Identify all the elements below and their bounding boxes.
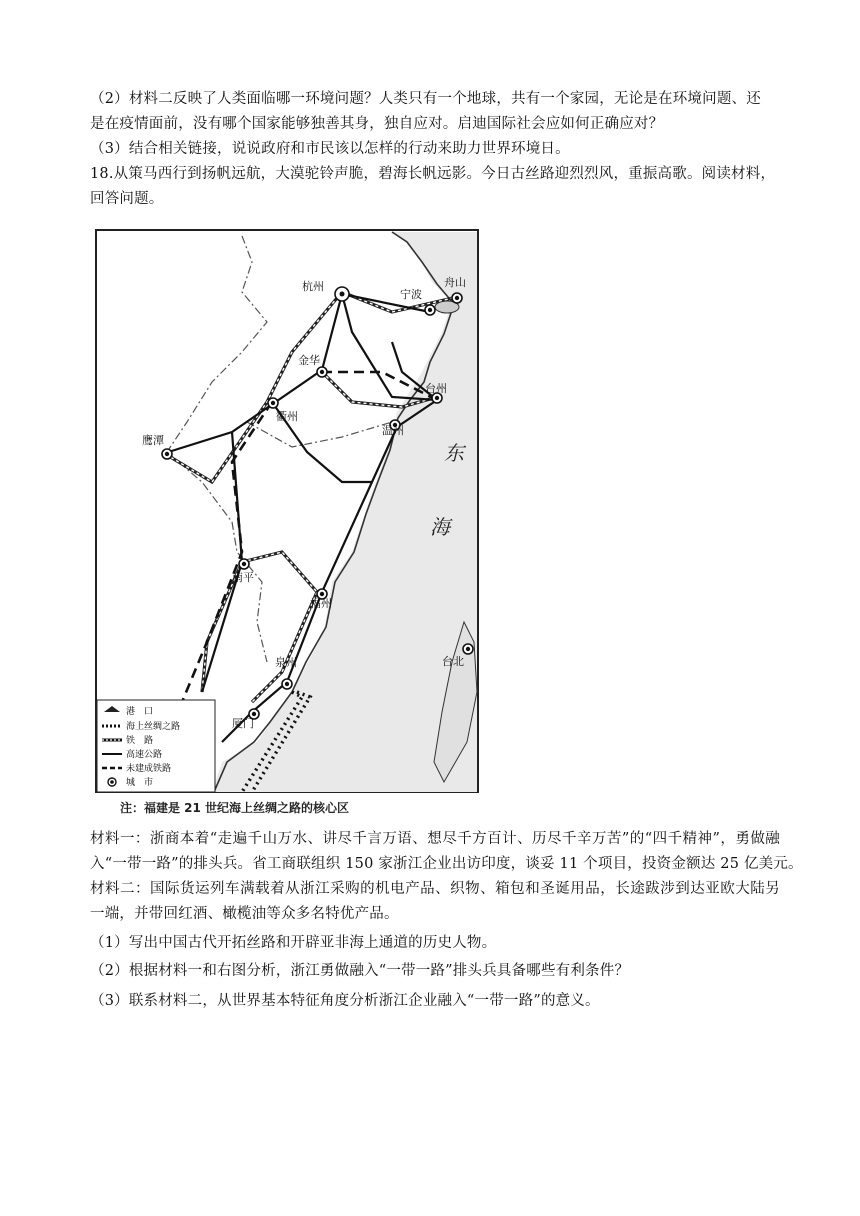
question-18-3: （3）联系材料二，从世界基本特征角度分析浙江企业融入“一带一路”的意义。: [90, 993, 600, 1009]
zhejiang-fujian-map: [92, 222, 482, 820]
question-18-1: （1）写出中国古代开拓丝路和开辟亚非海上通道的历史人物。: [90, 935, 497, 951]
label-fuzhou: 福州: [310, 597, 332, 610]
material-2-line-1: 材料二：国际货运列车满载着从浙江采购的机电产品、织物、箱包和圣诞用品，长途跋涉到达亚欧大陆另: [90, 881, 780, 897]
label-hangzhou: 杭州: [302, 280, 324, 293]
map-note: 注：福建是 21 世纪海上丝绸之路的核心区: [120, 801, 350, 815]
map-legend: [97, 700, 215, 792]
material-1-line-1: 材料一：浙商本着“走遍千山万水、讲尽千言万语、想尽千方百计、历尽千辛万苦”的“四千精神”，勇做融: [90, 831, 780, 847]
question-18-stem-line-2: 回答问题。: [90, 191, 164, 207]
legend-highway: 高速公路: [126, 750, 163, 760]
sea-label-dong: 东: [444, 441, 464, 465]
sea-label-hai: 海: [430, 515, 450, 539]
legend-maritime: 海上丝绸之路: [126, 722, 181, 732]
label-xiamen: 厦门: [232, 717, 254, 730]
label-wenzhou: 温州: [382, 424, 404, 437]
label-ningbo: 宁波: [400, 288, 422, 301]
material-1-line-2: 入“一带一路”的排头兵。省工商联组织 150 家浙江企业出访印度，谈妥 11 个项目，投资金额达 25 亿美元。: [90, 856, 803, 872]
label-yingtan: 鹰潭: [142, 434, 164, 447]
question-17-2-line-2: 是在疫情面前，没有哪个国家能够独善其身，独自应对。启迪国际社会应如何正确应对？: [90, 116, 664, 132]
legend-port: 港 口: [126, 707, 154, 717]
label-quanzhou: 泉州: [275, 656, 297, 669]
material-2-line-2: 一端，并带回红酒、橄榄油等众多名特优产品。: [90, 906, 399, 922]
question-17-3: （3）结合相关链接，说说政府和市民该以怎样的行动来助力世界环境日。: [90, 141, 570, 157]
label-quzhou: 衢州: [276, 410, 298, 423]
label-zhoushan: 舟山: [444, 276, 466, 289]
label-taizhou: 台州: [425, 382, 447, 395]
label-jinhua: 金华: [298, 354, 320, 367]
legend-planned: 未建成铁路: [126, 764, 172, 774]
question-17-2-line-1: （2）材料二反映了人类面临哪一环境问题？人类只有一个地球，共有一个家园，无论是在环境问题、还: [90, 91, 761, 107]
question-18-2: （2）根据材料一和右图分析，浙江勇做融入“一带一路”排头兵具备哪些有利条件？: [90, 963, 630, 979]
question-18-stem-line-1: 18.从策马西行到扬帆远航，大漠驼铃声脆，碧海长帆远影。今日古丝路迎烈烈风，重振高歌。阅读材料，: [90, 166, 776, 182]
legend-railway: 铁 路: [126, 736, 154, 746]
label-taibei: 台北: [442, 655, 464, 668]
legend-city: 城 市: [126, 778, 154, 788]
label-nanping: 南平: [232, 571, 254, 584]
